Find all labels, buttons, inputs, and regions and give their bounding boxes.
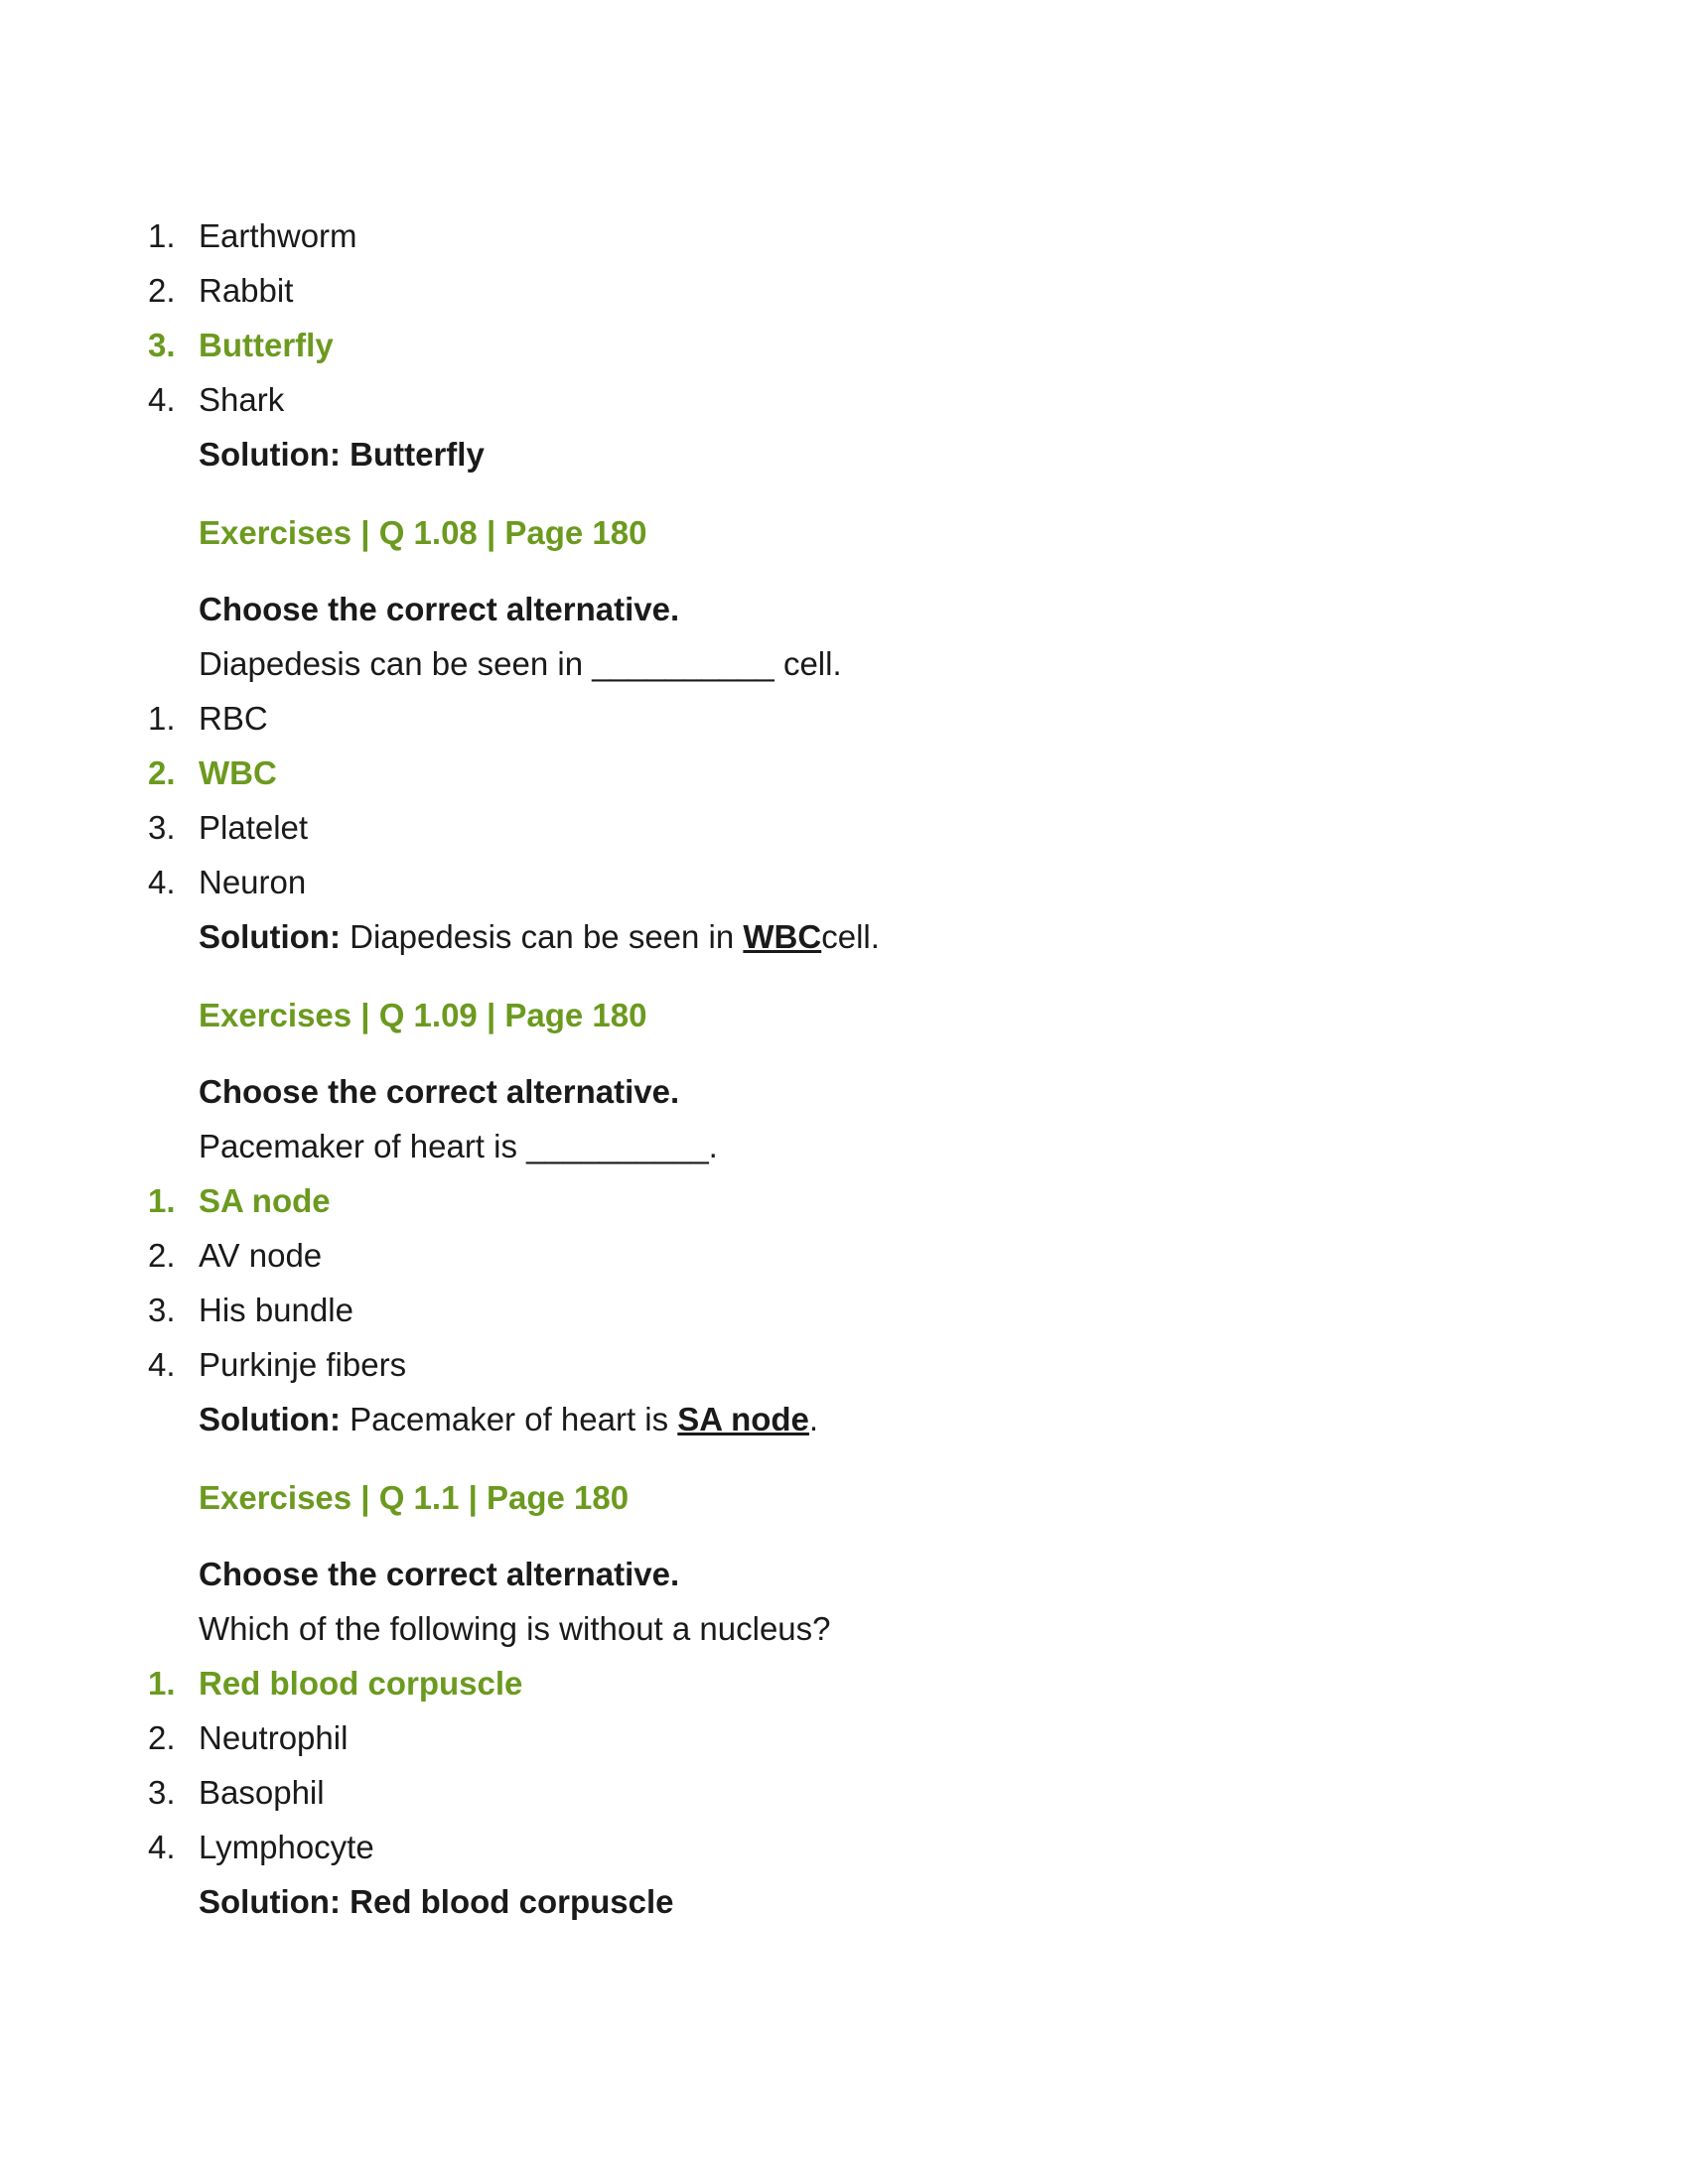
option-item <box>0 1710 1688 1765</box>
exercise-heading: Exercises | Q 1.1 | Page 180 <box>199 1479 630 1516</box>
solution-line <box>199 1874 1688 1929</box>
question-prompt: Choose the correct alternative. <box>199 591 680 627</box>
option-text: RBC <box>199 700 268 737</box>
option-item <box>0 691 1688 746</box>
solution-label: Solution: <box>199 918 341 955</box>
option-text: Butterfly <box>199 327 334 363</box>
option-number: 1. <box>148 700 176 737</box>
option-text: Red blood corpuscle <box>199 1665 523 1702</box>
option-item <box>0 800 1688 855</box>
question-prompt: Choose the correct alternative. <box>199 1073 680 1110</box>
option-number: 1. <box>148 1665 176 1702</box>
exercise-heading: Exercises | Q 1.08 | Page 180 <box>199 514 647 551</box>
question-text: Diapedesis can be seen in __________ cell. <box>199 645 842 682</box>
solution-answer: Butterfly <box>350 436 485 473</box>
solution-line <box>199 1392 1688 1446</box>
question-text: Pacemaker of heart is __________. <box>199 1128 718 1164</box>
option-text: Neutrophil <box>199 1719 349 1756</box>
document-page <box>0 208 1688 1929</box>
solution-text-end: cell. <box>821 918 880 955</box>
option-number: 2. <box>148 754 176 791</box>
exercise-heading: Exercises | Q 1.09 | Page 180 <box>199 997 647 1033</box>
option-text: Earthworm <box>199 217 357 254</box>
solution-label: Solution: <box>199 1401 341 1437</box>
option-item <box>0 1337 1688 1392</box>
option-number: 2. <box>148 1719 176 1756</box>
option-text: Basophil <box>199 1774 325 1811</box>
question-block-2 <box>0 505 1688 964</box>
option-number: 1. <box>148 1182 176 1219</box>
option-item <box>0 372 1688 427</box>
option-number: 4. <box>148 864 176 900</box>
option-text: Purkinje fibers <box>199 1346 407 1383</box>
option-number: 4. <box>148 1829 176 1865</box>
option-text: WBC <box>199 754 277 791</box>
solution-text: Pacemaker of heart is <box>350 1401 669 1437</box>
option-number: 4. <box>148 381 176 418</box>
option-text: His bundle <box>199 1292 353 1328</box>
question-block-1 <box>0 208 1688 481</box>
option-text: Shark <box>199 381 285 418</box>
option-item <box>0 1228 1688 1283</box>
option-item <box>0 208 1688 263</box>
option-item-correct <box>0 1656 1688 1710</box>
option-text: Lymphocyte <box>199 1829 374 1865</box>
solution-line <box>199 909 1688 964</box>
solution-label: Solution: <box>199 1883 341 1920</box>
solution-text: Diapedesis can be seen in <box>350 918 735 955</box>
option-text: Neuron <box>199 864 307 900</box>
option-item <box>0 1820 1688 1874</box>
option-number: 2. <box>148 272 176 309</box>
option-item <box>0 1765 1688 1820</box>
option-number: 2. <box>148 1237 176 1274</box>
option-text: Platelet <box>199 809 309 846</box>
question-block-4 <box>0 1470 1688 1929</box>
solution-label: Solution: <box>199 436 341 473</box>
solution-text-end: . <box>808 1401 819 1437</box>
question-text: Which of the following is without a nucleus? <box>199 1610 831 1647</box>
solution-answer: SA node <box>677 1401 809 1437</box>
option-number: 3. <box>148 1292 176 1328</box>
question-block-3 <box>0 988 1688 1446</box>
option-number: 3. <box>148 1774 176 1811</box>
option-number: 3. <box>148 809 176 846</box>
option-number: 4. <box>148 1346 176 1383</box>
option-text: SA node <box>199 1182 331 1219</box>
option-item <box>0 263 1688 318</box>
option-item-correct <box>0 318 1688 372</box>
option-number: 3. <box>148 327 176 363</box>
solution-answer: Red blood corpuscle <box>350 1883 674 1920</box>
solution-answer: WBC <box>743 918 822 955</box>
option-text: AV node <box>199 1237 323 1274</box>
question-prompt: Choose the correct alternative. <box>199 1556 680 1592</box>
option-item <box>0 1283 1688 1337</box>
solution-line <box>199 427 1688 481</box>
option-text: Rabbit <box>199 272 294 309</box>
option-item-correct <box>0 1173 1688 1228</box>
option-item <box>0 855 1688 909</box>
option-item-correct <box>0 746 1688 800</box>
option-number: 1. <box>148 217 176 254</box>
